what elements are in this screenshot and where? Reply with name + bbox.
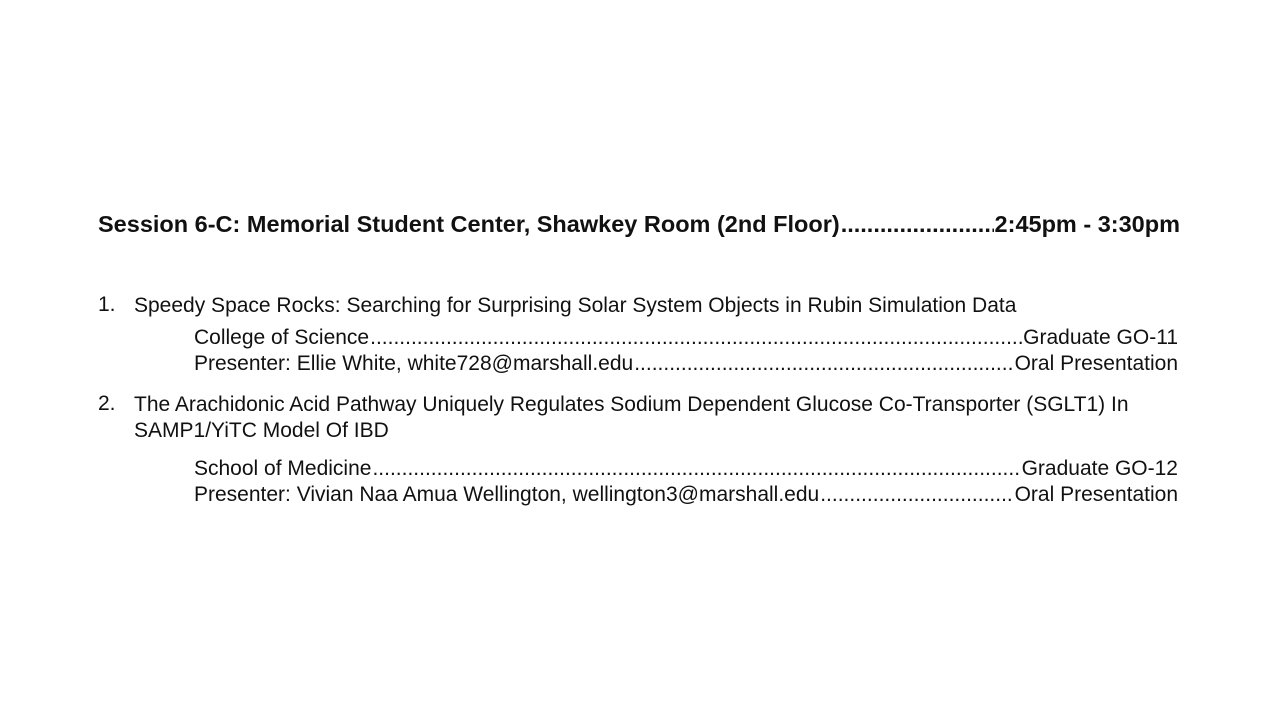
- presentation-college: School of Medicine: [194, 457, 372, 480]
- presentation-presenter: Presenter: Ellie White, white728@marshall.edu: [194, 352, 634, 375]
- session-heading: [98, 211, 1180, 238]
- session-time: 2:45pm - 3:30pm: [994, 211, 1180, 237]
- presentation-format: Oral Presentation: [1014, 483, 1178, 506]
- presentation-category: Graduate GO-11: [1023, 326, 1178, 349]
- presentation-title-row: [98, 392, 1180, 444]
- dot-leader: [634, 351, 1013, 377]
- dot-leader: [372, 456, 1020, 482]
- presentation-item: [98, 392, 1180, 508]
- presentation-details: [194, 325, 1178, 377]
- presentation-number: 2.: [98, 392, 116, 415]
- presentation-category: Graduate GO-12: [1021, 457, 1178, 480]
- presentation-details: [194, 456, 1178, 508]
- session-title: Session 6-C: Memorial Student Center, Shawkey Room (2nd Floor): [98, 211, 840, 237]
- college-row: [194, 456, 1178, 482]
- presenter-row: [194, 351, 1178, 377]
- presentation-title-row: [98, 293, 1180, 319]
- presenter-row: [194, 482, 1178, 508]
- presentation-presenter: Presenter: Vivian Naa Amua Wellington, wellington3@marshall.edu: [194, 483, 820, 506]
- dot-leader: [820, 482, 1013, 508]
- college-row: [194, 325, 1178, 351]
- dot-leader: [841, 211, 994, 238]
- presentation-title: The Arachidonic Acid Pathway Uniquely Regulates Sodium Dependent Glucose Co-Transporter (SGLT1) In SAMP1/YiTC Model Of IBD: [134, 393, 1129, 442]
- presentation-format: Oral Presentation: [1014, 352, 1178, 375]
- presentation-college: College of Science: [194, 326, 370, 349]
- presentation-item: [98, 293, 1180, 377]
- presentation-number: 1.: [98, 293, 116, 316]
- presentation-title: Speedy Space Rocks: Searching for Surprising Solar System Objects in Rubin Simulation Data: [134, 294, 1017, 317]
- dot-leader: [370, 325, 1022, 351]
